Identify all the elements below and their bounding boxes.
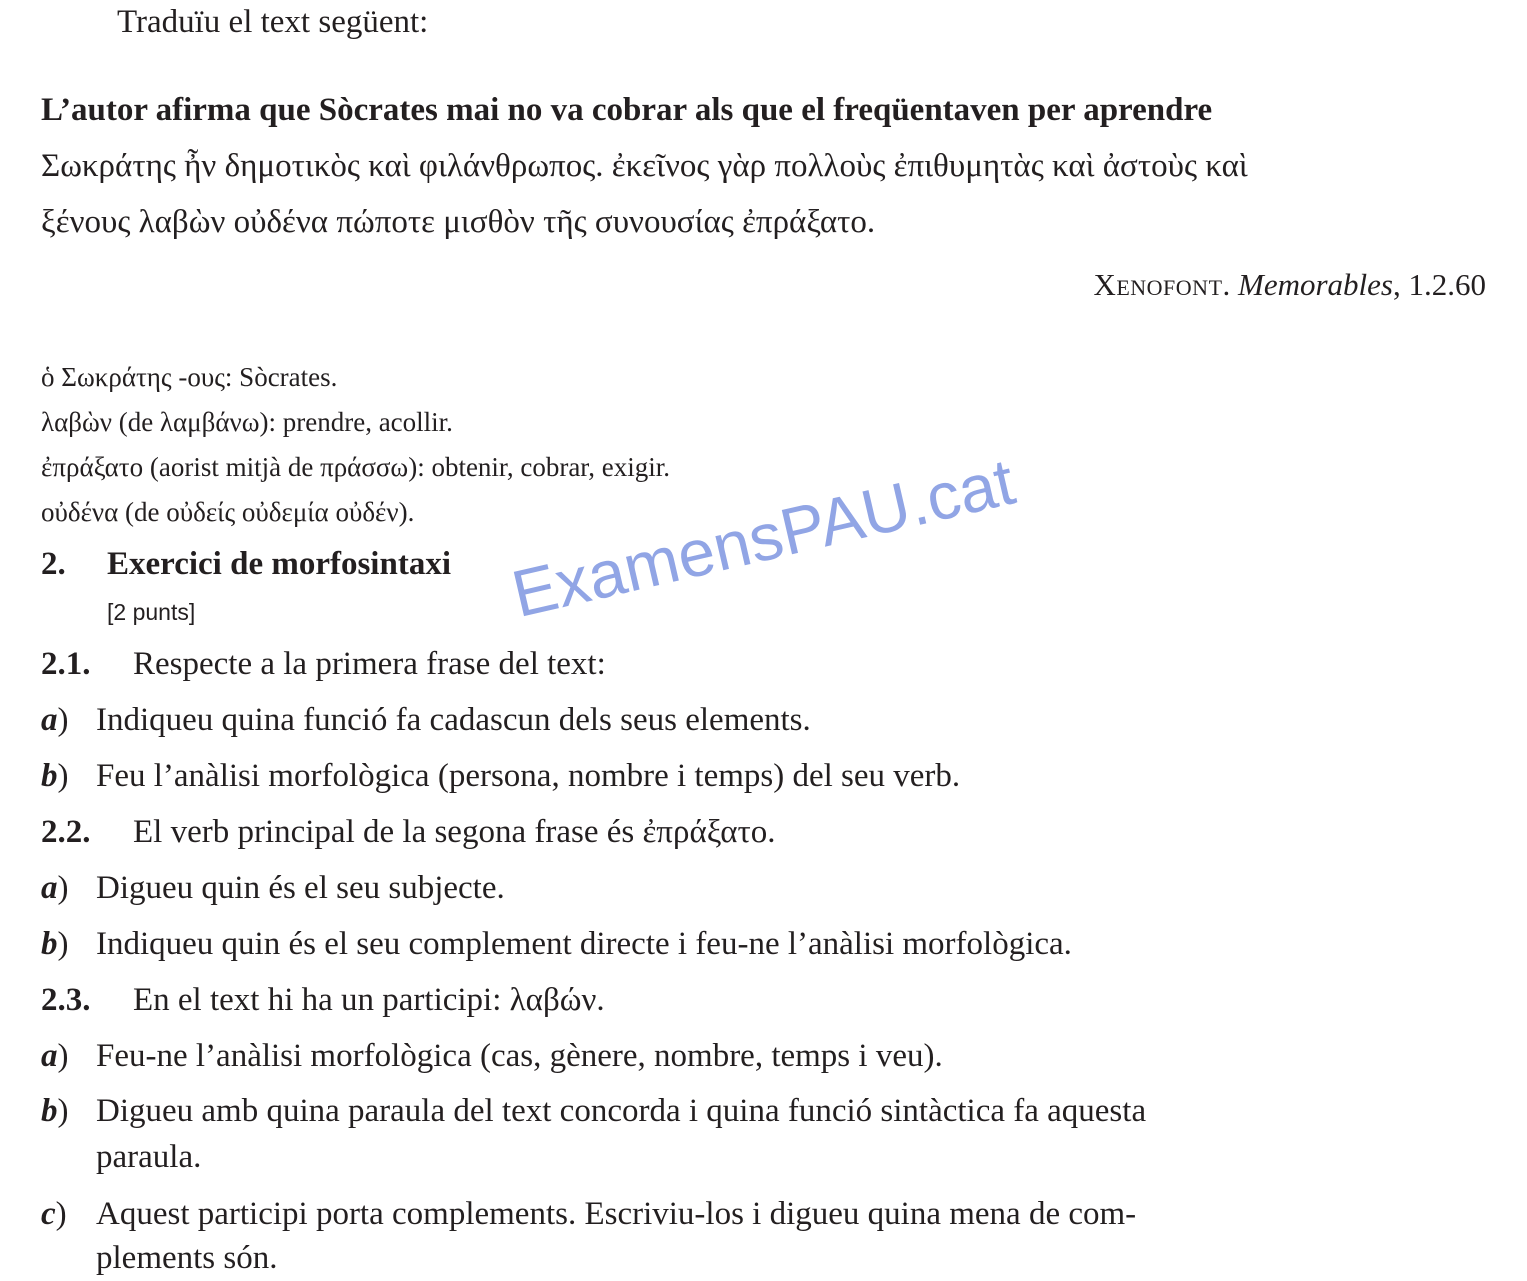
item-text: Indiqueu quin és el seu complement directe i feu-ne l’anàlisi morfològica. (96, 926, 1072, 962)
glossary-entry: λαβὼν (de λαμβάνω): prendre, acollir. (41, 407, 453, 437)
instruction-text: Traduïu el text següent: (117, 4, 429, 40)
item-text: Aquest participi porta complements. Escriviu-los i digueu quina mena de com- (96, 1196, 1137, 1232)
source-reference: , 1.2.60 (1393, 267, 1486, 302)
question-text: Respecte a la primera frase del text: (133, 646, 606, 682)
glossary-entry: ὁ Σωκράτης -ους: Sòcrates. (41, 362, 338, 392)
source-author-period: . (1222, 267, 1231, 302)
item-letter: a) (41, 870, 69, 906)
item-letter: b) (41, 926, 69, 962)
section-points: [2 punts] (107, 599, 196, 625)
item-letter: b) (41, 1093, 69, 1129)
item-letter: a) (41, 1038, 69, 1074)
question-text: El verb principal de la segona frase és ἐπράξατο. (133, 814, 776, 850)
translation-title: L’autor afirma que Sòcrates mai no va cobrar als que el freqüentaven per aprendre (41, 92, 1213, 128)
item-text: Feu-ne l’anàlisi morfològica (cas, gènere, nombre, temps i veu). (96, 1038, 943, 1074)
glossary-entry: οὐδένα (de οὐδείς οὐδεμία οὐδέν). (41, 497, 415, 527)
item-letter: c) (41, 1196, 67, 1232)
item-text-continuation: plements són. (96, 1240, 278, 1276)
question-number: 2.2. (41, 814, 91, 850)
greek-text-line-2: ξένους λαβὼν οὐδένα πώποτε μισθὸν τῆς συνουσίας ἐπράξατο. (41, 204, 876, 240)
glossary-entry: ἐπράξατο (aorist mitjà de πράσσω): obtenir, cobrar, exigir. (41, 452, 670, 482)
greek-text-line-1: Σωκράτης ἦν δημοτικὸς καὶ φιλάνθρωπος. ἐκεῖνος γὰρ πολλοὺς ἐπιθυμητὰς καὶ ἀστοὺς καὶ (41, 148, 1248, 184)
item-text: Digueu amb quina paraula del text concorda i quina funció sintàctica fa aquesta (96, 1093, 1147, 1129)
item-text: Feu l’anàlisi morfològica (persona, nombre i temps) del seu verb. (96, 758, 961, 794)
section-number: 2. (41, 546, 66, 582)
item-text: Indiqueu quina funció fa cadascun dels seus elements. (96, 702, 811, 738)
question-number: 2.3. (41, 982, 91, 1018)
item-letter: b) (41, 758, 69, 794)
item-text: Digueu quin és el seu subjecte. (96, 870, 505, 906)
source-author: Xenofont (1093, 267, 1223, 302)
item-text-continuation: paraula. (96, 1139, 202, 1175)
watermark-text: ExamensPAU.cat (505, 443, 1022, 632)
question-text: En el text hi ha un participi: λαβών. (133, 982, 605, 1018)
item-letter: a) (41, 702, 69, 738)
source-work: Memorables (1238, 267, 1393, 302)
source-citation (1093, 265, 1486, 305)
question-number: 2.1. (41, 646, 91, 682)
section-title: Exercici de morfosintaxi (107, 546, 451, 582)
